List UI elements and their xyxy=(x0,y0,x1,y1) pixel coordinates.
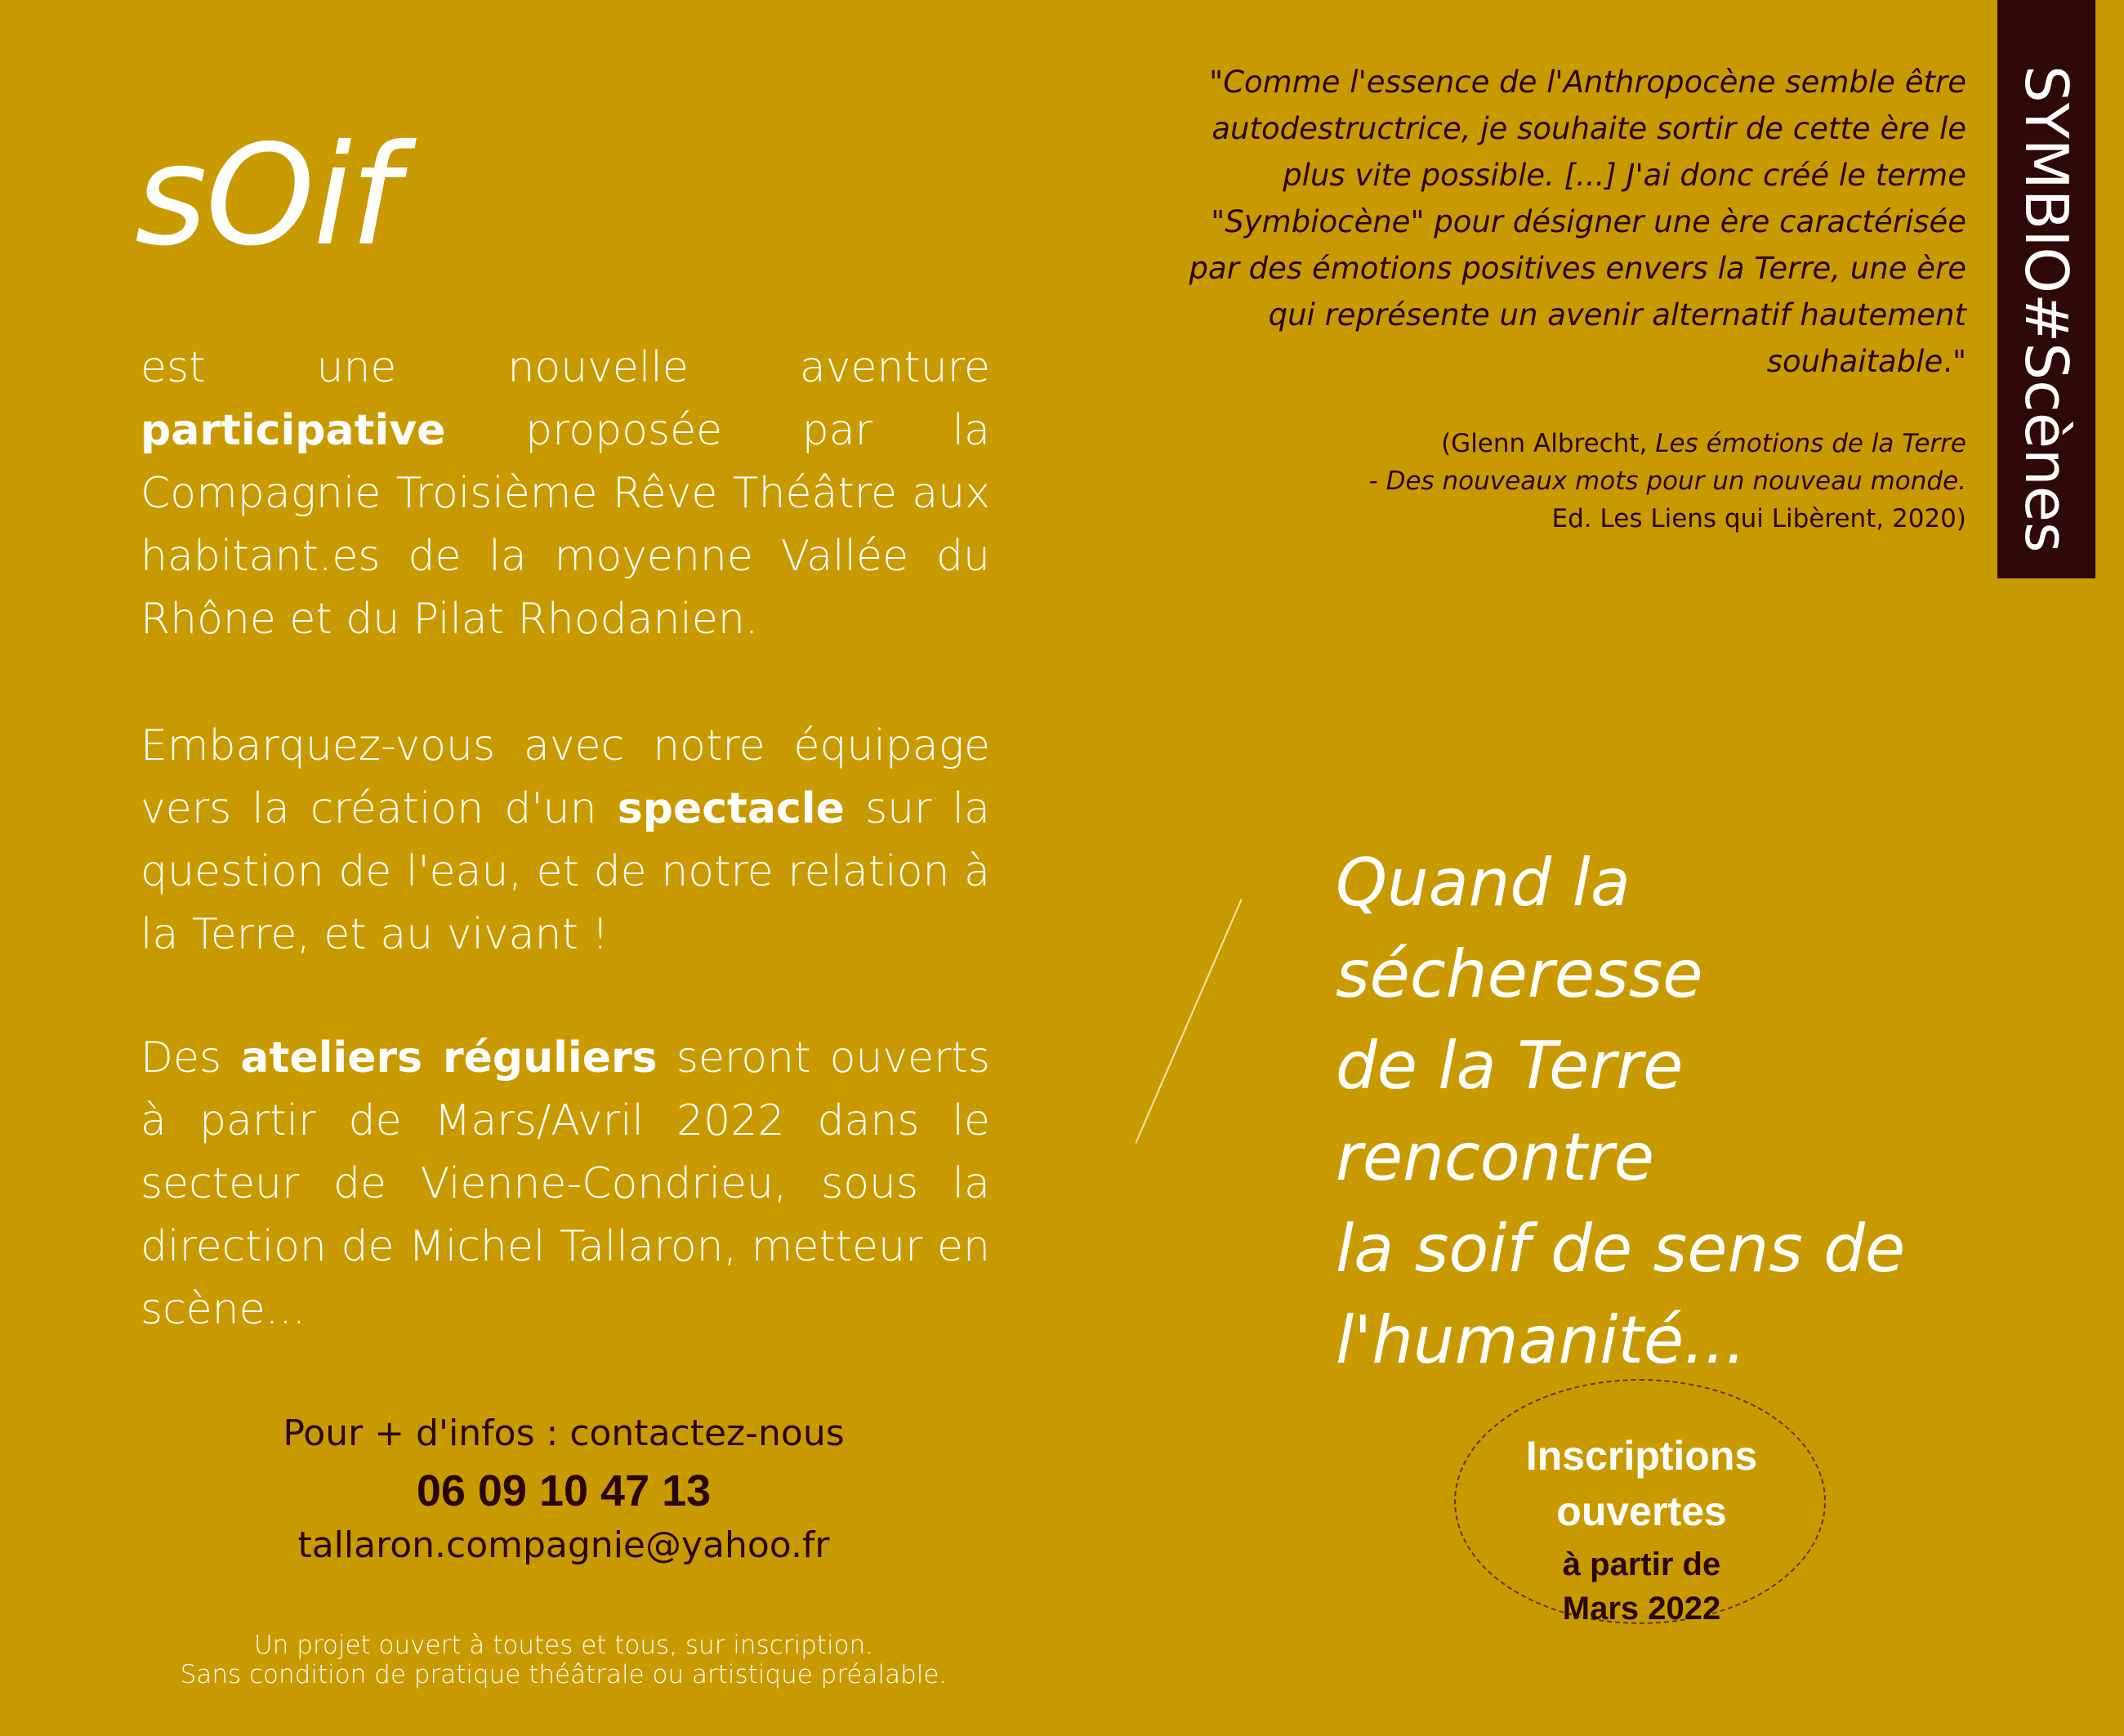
diagonal-divider xyxy=(1136,899,1242,1144)
p2-bold-spectacle: spectacle xyxy=(617,784,845,833)
tagline-line-3: la soif de sens de xyxy=(1336,1211,1906,1287)
badge-line-2: ouvertes xyxy=(1556,1488,1727,1534)
albrecht-quote xyxy=(1182,59,1966,385)
quote-text: Comme l'essence de l'Anthropocène semble être autodestructrice, je souhaite sortir de cette ère le plus vite possible. [...] J'ai donc créé le terme "Symbiocène" pour désigner une ère caractérisée par des émotions positives envers la Terre, une ère qui représente un avenir alternatif hautement souhaitable xyxy=(1189,65,1966,379)
p2-text-before: Embarquez-vous avec notre équipage vers la création d'un xyxy=(141,721,990,833)
footnote-line-1: Un projet ouvert à toutes et tous, sur inscription. xyxy=(253,1631,874,1660)
tagline-line-2: de la Terre rencontre xyxy=(1336,1028,1684,1195)
footnote-line-2: Sans condition de pratique théâtrale ou artistique préalable. xyxy=(180,1660,948,1689)
citation-line-1 xyxy=(1182,425,1966,462)
p1-text-before: est une nouvelle aventure xyxy=(141,343,990,392)
quote-citation xyxy=(1182,425,1966,538)
citation-author: (Glenn Albrecht, xyxy=(1441,429,1656,458)
p1-bold-participative: participative xyxy=(141,406,446,455)
citation-subtitle: - Des nouveaux mots pour un nouveau monde. xyxy=(1368,466,1966,496)
tagline-line-1: Quand la sécheresse xyxy=(1336,845,1703,1012)
soif-logo: sOif xyxy=(135,115,398,277)
banner-label: SYMBIO#Scènes xyxy=(2012,65,2081,553)
p2-text-after: sur la question de l'eau, et de notre relation à la Terre, et au vivant ! xyxy=(141,784,990,959)
citation-book-title: Les émotions de la Terre xyxy=(1655,429,1966,458)
quote-close-mark: ." xyxy=(1943,344,1966,379)
symbio-scenes-banner xyxy=(1997,0,2095,578)
intro-paragraph-1 xyxy=(141,337,990,651)
intro-paragraph-3 xyxy=(141,1027,990,1341)
p3-text-before: Des xyxy=(141,1033,241,1082)
tagline xyxy=(1336,837,2006,1386)
quote-open-mark: " xyxy=(1209,65,1224,100)
tagline-line-4: l'humanité... xyxy=(1336,1302,1747,1378)
p3-bold-ateliers: ateliers réguliers xyxy=(240,1033,658,1082)
p3-text-after: seront ouverts à partir de Mars/Avril 2022 dans le secteur de Vienne-Condrieu, sous la direction de Michel Tallaron, metteur en scène... xyxy=(141,1033,991,1334)
badge-line-3: à partir de xyxy=(1562,1546,1721,1582)
contact-phone[interactable]: 06 09 10 47 13 xyxy=(416,1466,712,1515)
p1-text-after: proposée par la Compagnie Troisième Rêve Théâtre aux habitant.es de la moyenne Vallée du Rhône et du Pilat Rhodanien. xyxy=(141,406,990,644)
intro-paragraph-2 xyxy=(141,715,990,966)
contact-heading: Pour + d'infos : contactez-nous xyxy=(283,1412,845,1454)
badge-line-4: Mars 2022 xyxy=(1562,1591,1721,1627)
citation-publisher: Ed. Les Liens qui Libèrent, 2020) xyxy=(1551,504,1966,533)
inscriptions-badge xyxy=(1454,1379,1826,1627)
contact-email[interactable]: tallaron.compagnie@yahoo.fr xyxy=(297,1524,830,1566)
badge-line-1: Inscriptions xyxy=(1525,1433,1758,1479)
